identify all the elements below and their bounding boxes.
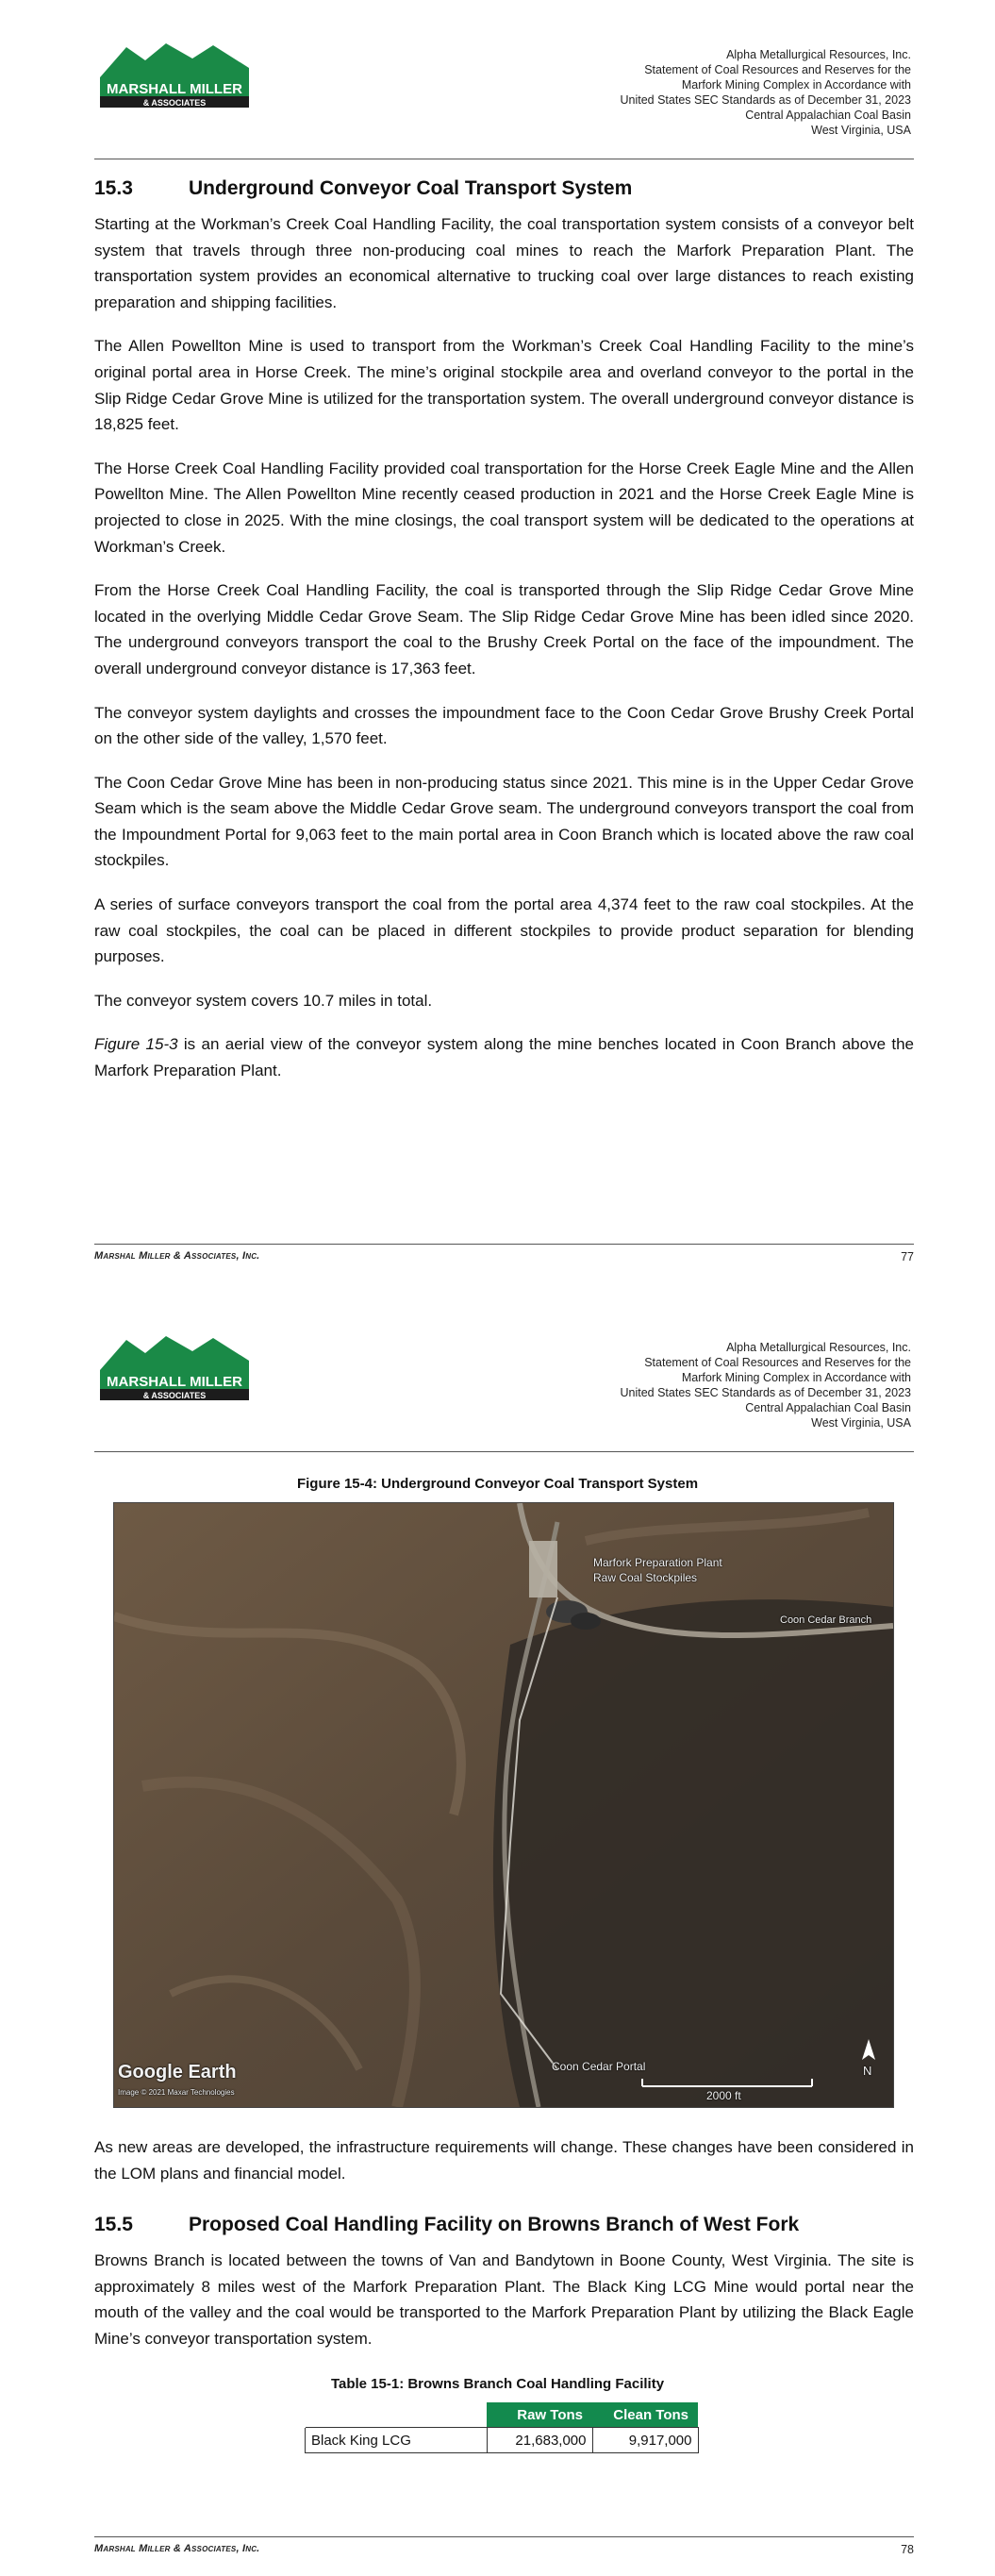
table-header-blank [306, 2402, 488, 2428]
footer-divider [94, 1244, 914, 1245]
header-line: Marfork Mining Complex in Accordance with [681, 78, 911, 92]
section-title: Proposed Coal Handling Facility on Browns Branch of West Fork [189, 2214, 800, 2235]
svg-text:& ASSOCIATES: & ASSOCIATES [142, 98, 207, 108]
paragraph: As new areas are developed, the infrastructure requirements will change. These changes have been considered in the LOM plans and financial model. [94, 2138, 914, 2183]
paragraph: The Coon Cedar Grove Mine has been in non-producing status since 2021. This mine is in the Upper Cedar Grove Seam which is the seam above the Middle Cedar Grove seam. The underground conveyors transport the coal from the Impoundment Portal for 9,063 feet to the main portal area in Coon Branch which is located above the raw coal stockpiles. [94, 773, 914, 870]
table-cell-clean-tons: 9,917,000 [592, 2428, 698, 2453]
section-number: 15.5 [94, 2214, 133, 2235]
svg-text:& ASSOCIATES: & ASSOCIATES [142, 1391, 207, 1400]
header-line: United States SEC Standards as of December 31, 2023 [620, 93, 911, 107]
document-header [620, 1340, 911, 1430]
paragraph: From the Horse Creek Coal Handling Facility, the coal is transported through the Slip Ridge Cedar Grove Mine located in the overlying Middle Cedar Grove Seam. The Slip Ridge Cedar Grove Mine has been idled since 2020. The underground conveyors transport the coal to the Brushy Creek Portal on the face of the impoundment. The overall underground conveyor distance is 17,363 feet. [94, 581, 914, 677]
page-number: 77 [901, 1250, 914, 1263]
browns-branch-table [305, 2402, 699, 2453]
marshall-miller-logo [98, 1332, 251, 1402]
paragraph: The conveyor system daylights and crosses the impoundment face to the Coon Cedar Grove Brushy Creek Portal on the other side of the valley, 1,570 feet. [94, 703, 914, 748]
google-earth-logo: Google Earth [118, 2062, 237, 2083]
map-label-plant: Marfork Preparation Plant [593, 1556, 722, 1569]
svg-text:MARSHALL MILLER: MARSHALL MILLER [107, 1374, 242, 1390]
map-label-coon-branch: Coon Cedar Branch [780, 1614, 872, 1626]
header-line: Statement of Coal Resources and Reserves for the [644, 1356, 911, 1369]
page-78-body-top [94, 2134, 914, 2204]
section-number: 15.3 [94, 177, 133, 199]
marshall-miller-logo [98, 40, 251, 109]
paragraph: Browns Branch is located between the towns of Van and Bandytown in Boone County, West Virginia. The site is approximately 8 miles west of the Marfork Preparation Plant. The Black King LCG Mine would portal near the mouth of the valley and the coal would be transported to the Marfork Preparation Plant by utilizing the Black Eagle Mine’s conveyor transportation system. [94, 2251, 914, 2348]
header-line: West Virginia, USA [811, 1416, 911, 1430]
document-header [620, 47, 911, 138]
page-78 [0, 1293, 995, 2576]
page-78-body-section [94, 2248, 914, 2369]
table-title: Table 15-1: Browns Branch Coal Handling Facility [330, 2376, 665, 2392]
north-arrow-icon: N [863, 2064, 872, 2078]
header-line: Marfork Mining Complex in Accordance with [681, 1371, 911, 1384]
svg-text:MARSHALL MILLER: MARSHALL MILLER [107, 81, 242, 97]
header-line: Central Appalachian Coal Basin [745, 1401, 911, 1414]
map-label-stockpiles: Raw Coal Stockpiles [593, 1571, 698, 1584]
paragraph: Starting at the Workman’s Creek Coal Handling Facility, the coal transportation system consists of a conveyor belt system that travels through three non-producing coal mines to reach the Marfork Preparation Plant. The transportation system provides an economical alternative to trucking coal over large distances to reach existing preparation and shipping facilities. [94, 215, 914, 311]
scale-bar-label: 2000 ft [706, 2089, 741, 2102]
imagery-credit: Image © 2021 Maxar Technologies [118, 2088, 235, 2097]
aerial-image [113, 1502, 894, 2108]
header-line: Statement of Coal Resources and Reserves for the [644, 63, 911, 76]
figure-reference-text: is an aerial view of the conveyor system along the mine benches located in Coon Branch above the Marfork Preparation Plant. [94, 1035, 914, 1080]
section-heading-15-5 [94, 2214, 799, 2236]
header-company: Alpha Metallurgical Resources, Inc. [726, 1341, 911, 1354]
map-label-portal: Coon Cedar Portal [552, 2060, 646, 2073]
table-cell-mine: Black King LCG [306, 2428, 488, 2453]
footer-divider [94, 2536, 914, 2537]
header-line: United States SEC Standards as of December 31, 2023 [620, 1386, 911, 1399]
paragraph: The Horse Creek Coal Handling Facility provided coal transportation for the Horse Creek Eagle Mine and the Allen Powellton Mine. The Allen Powellton Mine recently ceased production in 2021 and the Horse Creek Eagle Mine is projected to close in 2025. With the mine closings, the coal transport system will be dedicated to the operations at Workman’s Creek. [94, 459, 914, 556]
paragraph-figure-reference [94, 1031, 914, 1083]
table-header-raw-tons: Raw Tons [487, 2402, 592, 2428]
table-row [306, 2428, 699, 2453]
header-divider [94, 1451, 914, 1452]
header-company: Alpha Metallurgical Resources, Inc. [726, 48, 911, 61]
paragraph: A series of surface conveyors transport the coal from the portal area 4,374 feet to the raw coal stockpiles. At the raw coal stockpiles, the coal can be placed in different stockpiles to provide product separation for blending purposes. [94, 895, 914, 966]
page-number: 78 [901, 2543, 914, 2556]
page-77-body [94, 211, 914, 1102]
header-line: West Virginia, USA [811, 124, 911, 137]
footer-firm: Marshal Miller & Associates, Inc. [94, 2543, 260, 2554]
paragraph: The conveyor system covers 10.7 miles in total. [94, 991, 433, 1010]
paragraph: The Allen Powellton Mine is used to transport from the Workman’s Creek Coal Handling Facility to the mine’s original portal area in Horse Creek. The mine’s original stockpile area and overland conveyor to the portal in the Slip Ridge Cedar Grove Mine is utilized for the transportation system. The overall underground conveyor distance is 18,825 feet. [94, 337, 915, 434]
table-cell-raw-tons: 21,683,000 [487, 2428, 592, 2453]
footer-firm: Marshal Miller & Associates, Inc. [94, 1250, 260, 1262]
table-header-row [306, 2402, 699, 2428]
header-line: Central Appalachian Coal Basin [745, 109, 911, 122]
table-header-clean-tons: Clean Tons [592, 2402, 698, 2428]
section-heading-15-3 [94, 177, 632, 200]
figure-caption: Figure 15-4: Underground Conveyor Coal Transport System [296, 1476, 699, 1492]
figure-reference: Figure 15-3 [94, 1035, 178, 1054]
section-title: Underground Conveyor Coal Transport System [189, 177, 633, 199]
